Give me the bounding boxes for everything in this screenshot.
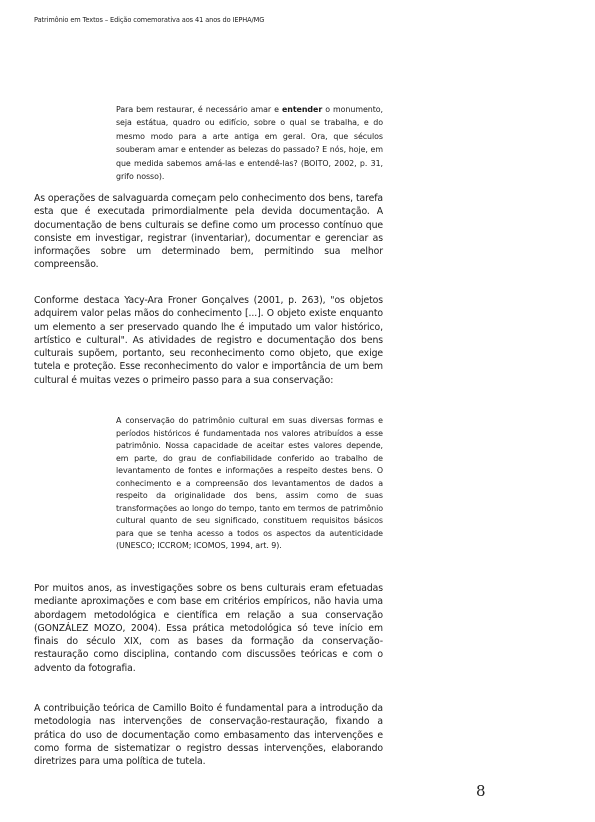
block-quote-boito [116,103,383,183]
page-number: 8 [476,782,486,800]
block-quote-unesco: A conservação do patrimônio cultural em suas diversas formas e períodos históricos é fundamentada nos valores atribuídos a esse patrimônio. Nossa capacidade de aceitar estes valores depende, em parte, do grau de confiabilidade conferido ao trabalho de levantamento de fontes e informações a respeito destes bens. O conhecimento e a compreensão dos levantamentos de dados a respeito da originalidade dos bens, assim como de suas transformações ao longo do tempo, tanto em termos de patrimônio cultural quanto de seu significado, constituem requisitos básicos para que se tenha acesso a todos os aspectos da autenticidade (UNESCO; ICCROM; ICOMOS, 1994, art. 9). [116,416,383,550]
running-header: Patrimônio em Textos – Edição comemorativa aos 41 anos do IEPHA/MG [34,16,265,24]
paragraph-salvaguarda: As operações de salvaguarda começam pelo conhecimento dos bens, tarefa esta que é executada primordialmente pela devida documentação. A documentação de bens culturais se define como um processo contínuo que consiste em investigar, registrar (inventariar), documentar e gerenciar as informações sobre um determinado bem, permitindo sua melhor compreensão. [34,193,383,271]
quote-emphasis: entender [281,105,323,114]
quote-text-start: Para bem restaurar, é necessário amar e [116,105,282,114]
paragraph-investigacoes: Por muitos anos, as investigações sobre os bens culturais eram efetuadas mediante aproximações e com base em critérios empíricos, não havia uma abordagem metodológica e científica em relação a sua conservação (GONZÁLEZ MOZO, 2004). Essa prática metodológica só teve início em finais do século XIX, com as bases da formação da conservação-restauração como disciplina, contando com discussões teóricas e com o advento da fotografia. [34,583,383,674]
quote-text-end: o monumento, seja estátua, quadro ou edifício, sobre o qual se trabalha, e do mesmo modo para a arte antiga em geral. Ora, que séculos souberam amar e entender as belezas do passado? E nós, hoje, em que medida sabemos amá-las e entendê-las? (BOITO, 2002, p. 31, grifo nosso). [116,105,383,182]
paragraph-boito-contribuicao: A contribuição teórica de Camillo Boito é fundamental para a introdução da metodologia nas intervenções de conservação-restauração, fixando a prática do uso de documentação como embasamento das intervenções e como forma de sistematizar o registro dessas intervenções, elaborando diretrizes para uma política de tutela. [34,703,383,768]
paragraph-froner: Conforme destaca Yacy-Ara Froner Gonçalves (2001, p. 263), "os objetos adquirem valor pelas mãos do conhecimento [...]. O objeto existe enquanto um elemento a ser preservado quando lhe é imputado um valor histórico, artístico e cultural". As atividades de registro e documentação dos bens culturais supõem, portanto, seu reconhecimento como objeto, que exige tutela e proteção. Esse reconhecimento do valor e importância de um bem cultural é muitas vezes o primeiro passo para a sua conservação: [34,295,383,386]
